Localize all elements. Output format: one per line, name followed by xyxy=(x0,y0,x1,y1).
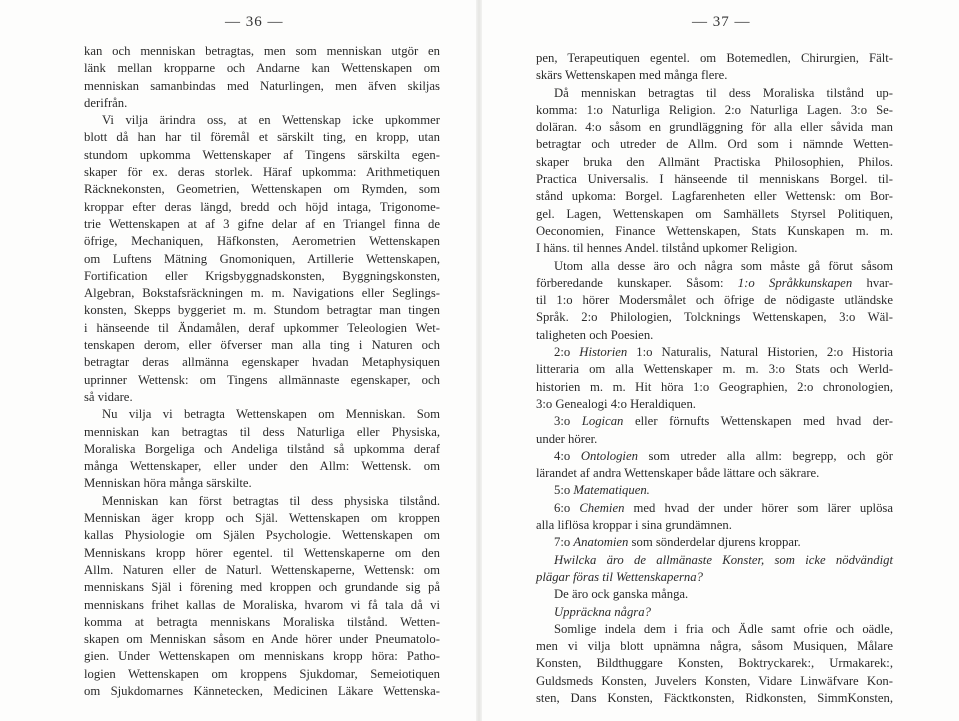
text-line: Guldsmeds Konsten, Juvelers Konsten, Vidare Linwäfvare Kon- xyxy=(536,673,893,688)
text-line: Vi vilja ärindra oss, at en Wettenskap icke upkommer xyxy=(102,113,440,128)
italic-text: Logican xyxy=(581,414,624,429)
text-line: 2:o Historien 1:o Naturalis, Natural Historien, 2:o Historia xyxy=(554,345,893,360)
italic-text: plägar föras til Wettenskaperna? xyxy=(536,569,703,584)
text-line: Konsten, Bildthuggare Konsten, Boktryckarek:, Urmakarek:, xyxy=(536,656,893,671)
text-line: skaper för ex. deras storlek. Häraf upkomma: Arithmetiquen xyxy=(84,165,440,180)
italic-text: Historien xyxy=(579,345,628,360)
text-line: taligheten och Poesien. xyxy=(536,327,654,342)
body-text xyxy=(84,43,440,700)
text-line: til 1:o hörer Modersmålet och öfrige de nödigaste utländske xyxy=(536,293,893,308)
text-line: Menniskan kan först betragtas til dess physiska tilstånd. xyxy=(102,493,440,508)
text-line: logien Wettenskapen om kroppens Sjukdomar, Semeiotiquen xyxy=(84,666,440,681)
text-line: tenskapen derom, eller öfverser man alla ting i Naturen och xyxy=(84,338,440,353)
text-line: kan och menniskan betragtas, men som menniskan utgör en xyxy=(84,44,440,58)
italic-text: Uppräckna några? xyxy=(554,604,651,619)
text-line: Moraliska Borgeliga och Andeliga tilstånd så upkomma deraf xyxy=(84,441,440,456)
text-line: I häns. til hennes Andel. tilstånd upkomer Religion. xyxy=(536,241,798,256)
text-line: Allm. Naturen eller de Naturl. Wettenskaperne, Wettensk: om xyxy=(84,562,440,577)
text-line: menniskan kan betragtas til dess Naturliga eller Physiska, xyxy=(84,424,440,439)
text-line: Räcknekonsten, Geometrien, Wettenskapen om Rymden, som xyxy=(84,182,440,197)
text-line: Menniskans kropp hörer egentel. til Wettenskaperne om den xyxy=(84,545,440,560)
text-line: alla liflösa kroppar i sina grundämnen. xyxy=(536,518,732,533)
text-line: men vi vilja blott upnämna några, såsom Musiquen, Målare xyxy=(536,639,893,654)
text-line: Utom alla desse äro och några som måste gå förut såsom xyxy=(554,258,893,273)
text-line: doläran. 4:o såsom en grundläggning för alla eller såvida man xyxy=(536,120,893,135)
text-line: Practica Universalis. I hänseende til menniskans Borgel. til- xyxy=(536,172,893,187)
text-line: öfrige, Mechaniquen, Häfkonsten, Aerometrien Wettenskapen xyxy=(84,234,440,249)
text-line: i hänseende til Ändamålen, deraf upkommer Teleologien Wet- xyxy=(84,320,440,335)
page-number: — 36 — xyxy=(225,14,284,30)
text-line: 5:o Matematiquen. xyxy=(554,483,650,498)
text-line: derifrån. xyxy=(84,95,128,110)
text-line: kroppar efter deras längd, bredd och höjd intaga, Trigonome- xyxy=(84,199,440,214)
text-line: 7:o Anatomien som sönderdelar djurens kroppar. xyxy=(554,535,801,550)
text-line: förberedande kunskaper. Såsom: 1:o Språkkunskapen hvar- xyxy=(536,275,893,290)
text-line: Menniskan höra många särskilte. xyxy=(84,476,252,491)
text-line: uprinner Wettensk: om Tingens allmännaste egenskaper, och xyxy=(84,372,440,387)
text-line: pen, Terapeutiquen egentel. om Botemedlen, Chirurgien, Fält- xyxy=(536,51,893,65)
text-line: Oeconomien, Finance Wettenskapen, Stats Kunskapen m. m. xyxy=(536,223,893,238)
text-line: betragtar och utreder de Allm. Ord som i nämnde Wetten- xyxy=(536,137,893,152)
italic-text: Ontologien xyxy=(580,448,638,463)
text-line: historien m. m. Hit höra 1:o Geographien, 2:o chronologien, xyxy=(536,379,893,394)
text-line: Då menniskan betragtas til dess Moraliska tilstånd up- xyxy=(554,85,893,100)
italic-text: Chemien xyxy=(579,500,625,515)
text-line: länk mellan kropparne och Andarne kan Wettenskapen om xyxy=(84,61,440,76)
text-line: stundom upkomma Wettenskaper af Tingens särskilta egen- xyxy=(84,147,440,162)
text-line: menniskans Själ i förening med kroppen och grundande sig på xyxy=(84,580,440,595)
text-line: 4:o Ontologien som utreder alla allm: begrepp, och gör xyxy=(554,448,894,463)
italic-text: Matematiquen. xyxy=(573,483,650,498)
text-line: under hörer. xyxy=(536,431,598,446)
text-line: konsten, Skepps byggeriet m. m. Stundom betragtar man tingen xyxy=(84,303,440,318)
text-line: om Sjukdomarnes Kännetecken, Medicinen Läkare Wettenska- xyxy=(84,683,440,698)
text-line xyxy=(536,604,893,621)
text-line: många Wettenskaper, eller under den Allm: Wettensk. om xyxy=(84,459,440,474)
text-line: Algebran, Bokstafsräckningen m. m. Navigations eller Seglings- xyxy=(84,286,440,301)
text-line: om Luftens Mätning Gnomoniquen, Artillerie Wettenskapen, xyxy=(84,251,440,266)
text-line: De äro ock ganska många. xyxy=(554,587,689,602)
text-line xyxy=(536,569,893,586)
text-line: komma at betragta menniskans Moraliska tilstånd. Wetten- xyxy=(84,614,440,629)
right-page xyxy=(482,0,959,721)
text-line: gel. Lagen, Wettenskapen om Samhällets Styrsel Politiquen, xyxy=(536,206,893,221)
text-line: komma: 1:o Naturliga Religion. 2:o Naturliga Lagen. 3:o Se- xyxy=(536,102,893,117)
text-line: kallas Physiologie om Själen Psychologie. Wettenskapen om xyxy=(84,528,440,543)
text-line: trie Wettenskapen at af 3 gifne delar af en Triangel finna de xyxy=(84,216,440,231)
text-line: 3:o Logican eller förnufts Wettenskapen med hvad der- xyxy=(554,414,893,429)
page-number: — 37 — xyxy=(692,14,751,30)
italic-text: Anatomien xyxy=(573,535,629,550)
left-page xyxy=(0,0,476,721)
italic-text: 1:o Språkkunskapen xyxy=(737,275,853,290)
text-line: Menniskan äger kropp och Själ. Wettenskapen om kroppen xyxy=(84,511,440,526)
text-line xyxy=(536,552,893,569)
text-line: skärs Wettenskapen med många flere. xyxy=(536,68,728,83)
text-line: Språk. 2:o Philologien, Tolcknings Wettenskapen, 3:o Wäl- xyxy=(536,310,893,325)
body-text xyxy=(536,50,893,707)
text-line: skapen om Menniskan såsom en Ande hörer under Pneumatolo- xyxy=(84,632,440,647)
text-line: menniskan samanbindas med Naturlingen, men äfven skiljas xyxy=(84,78,440,93)
text-line: skaper bruka den Allmänt Practiska Philosophien, Philos. xyxy=(536,154,893,169)
text-line: sten, Dans Konsten, Fäcktkonsten, Ridkonsten, SimmKonsten, xyxy=(536,690,893,705)
text-line: Somlige indela dem i fria och Ädle samt ofrie och oädle, xyxy=(554,621,893,636)
text-line: lärandet af andra Wettenskaper både lättare och säkrare. xyxy=(536,466,820,481)
text-line: stånd upkoma: Borgel. Lagfarenheten eller Wettensk: om Bor- xyxy=(536,189,893,204)
text-line: 6:o Chemien med hvad der under hörer som lärer uplösa xyxy=(554,500,893,515)
text-line: Nu vilja vi betragta Wettenskapen om Menniskan. Som xyxy=(102,407,440,422)
text-line: betragtar deras allmänna egenskaper hvadan Metaphysiquen xyxy=(84,355,440,370)
text-line: blott då han har til föremål et särskilt ting, en kropp, utan xyxy=(84,130,440,145)
text-line: 3:o Genealogi 4:o Heraldiquen. xyxy=(536,396,696,411)
text-line: Fortification eller Krigsbyggnadskonsten, Byggningskonsten, xyxy=(84,268,440,283)
text-line: gien. Under Wettenskapen om menniskans kropp höra: Patho- xyxy=(84,649,440,664)
text-line: menniskans frihet kallas de Moraliska, hvarom vi få tala då vi xyxy=(84,597,440,612)
text-line: så vidare. xyxy=(84,389,133,404)
text-line: litteraria om alla Wettenskaper m. m. 3:o Stats och Werld- xyxy=(536,362,893,377)
italic-text: Hwilcka äro de allmänaste Konster, som icke nödvändigt xyxy=(554,552,893,567)
